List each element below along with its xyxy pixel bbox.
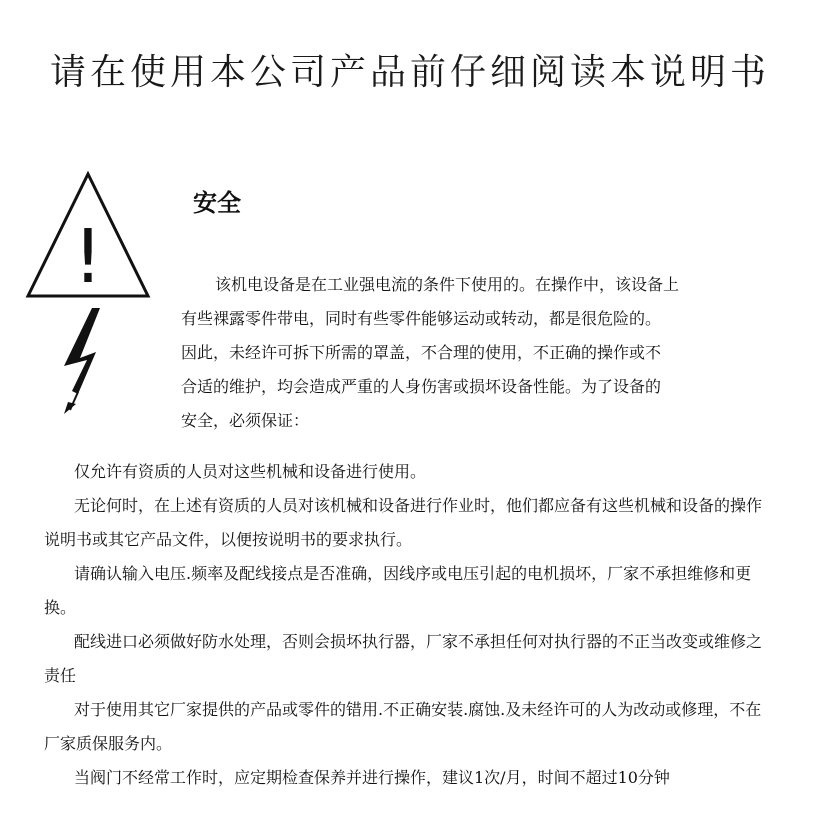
safety-requirements-list: [44, 455, 764, 795]
intro-line: 因此，未经许可拆下所需的罩盖，不合理的使用，不正确的操作或不: [181, 343, 662, 362]
lightning-bolt-icon: [52, 306, 114, 416]
warning-exclamation-glyph: !: [73, 214, 103, 300]
safety-requirement-item: 对于使用其它厂家提供的产品或零件的错用.不正确安装.腐蚀.及未经许可的人为改动或修理，不在厂家质保服务内。: [44, 700, 762, 753]
intro-line: 该机电设备是在工业强电流的条件下使用的。在操作中，该设备上: [215, 275, 680, 294]
safety-requirement-item: 仅允许有资质的人员对这些机械和设备进行使用。: [74, 462, 427, 481]
page-title: 请在使用本公司产品前仔细阅读本说明书: [49, 52, 770, 93]
safety-requirement-item: 配线进口必须做好防水处理，否则会损坏执行器，厂家不承担任何对执行器的不正当改变或维修之责任: [44, 632, 763, 685]
safety-heading: 安全: [193, 188, 241, 217]
safety-requirement-item: 无论何时，在上述有资质的人员对该机械和设备进行作业时，他们都应备有这些机械和设备的操作说明书或其它产品文件，以便按说明书的要求执行。: [44, 496, 763, 549]
safety-intro: [181, 268, 741, 438]
warning-triangle-icon: [24, 170, 152, 300]
intro-line: 合适的维护，均会造成严重的人身伤害或损坏设备性能。为了设备的: [181, 377, 662, 396]
intro-line: 安全，必须保证：: [181, 411, 310, 430]
safety-requirement-item: 请确认输入电压.频率及配线接点是否准确，因线序或电压引起的电机损坏，厂家不承担维修和更换。: [44, 564, 752, 617]
intro-line: 有些裸露零件带电，同时有些零件能够运动或转动，都是很危险的。: [181, 309, 662, 328]
safety-requirement-item: 当阀门不经常工作时，应定期检查保养并进行操作，建议1次/月，时间不超过10分钟: [74, 768, 670, 787]
